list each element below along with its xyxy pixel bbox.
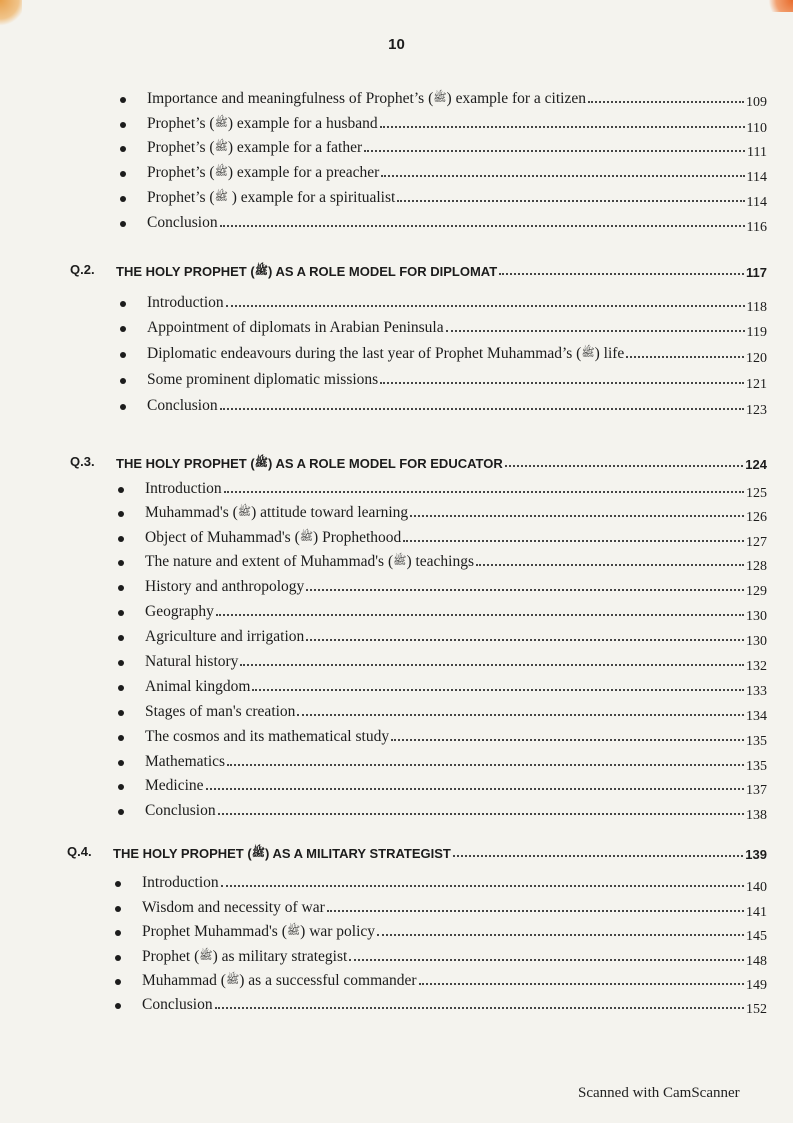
dot-leader	[227, 764, 744, 766]
entry-text-start: Object of Muhammad's (	[145, 529, 300, 546]
entry-page-number: 111	[747, 145, 767, 160]
toc-entry[interactable]	[142, 992, 767, 1017]
entry-text-end: ) example for a husband	[227, 115, 378, 132]
entry-page-number: 129	[746, 584, 767, 599]
bullet-dot	[120, 301, 126, 307]
section-heading-text	[116, 264, 497, 280]
toc-entry-text	[145, 628, 304, 646]
toc-entry-text	[142, 899, 325, 917]
entry-page-number: 114	[746, 170, 767, 185]
entry-page-number: 121	[746, 377, 767, 392]
entry-page-number: 132	[746, 659, 767, 674]
heading-text-end: ) AS A ROLE MODEL FOR DIPLOMAT	[268, 264, 498, 279]
bullet-dot	[115, 979, 121, 985]
heading-text-end: ) AS A MILITARY STRATEGIST	[265, 846, 451, 861]
toc-entry-text	[147, 90, 586, 108]
toc-entry[interactable]	[142, 919, 767, 944]
dot-leader	[327, 910, 744, 912]
dot-leader	[349, 959, 744, 961]
honorific-glyph: ﷺ	[393, 555, 407, 567]
bullet-dot	[120, 122, 126, 128]
section-heading[interactable]	[116, 258, 767, 280]
toc-entry-text	[147, 214, 218, 232]
toc-entry-text	[147, 345, 624, 363]
bullet-dot	[118, 635, 124, 641]
dot-leader	[297, 714, 744, 716]
entry-page-number: 140	[746, 880, 767, 895]
entry-page-number: 109	[746, 95, 767, 110]
entry-text-start: Wisdom and necessity of war	[142, 899, 325, 916]
dot-leader	[377, 934, 744, 936]
toc-entry-text	[142, 874, 219, 892]
entry-text-end: ) example for a citizen	[446, 90, 586, 107]
dot-leader	[381, 175, 744, 177]
bullet-dot	[118, 487, 124, 493]
bullet-dot	[118, 536, 124, 542]
toc-entry[interactable]	[145, 649, 767, 674]
dot-leader	[499, 273, 744, 275]
toc-entry-text	[142, 996, 213, 1014]
toc-entry-text	[145, 553, 474, 571]
dot-leader	[476, 564, 744, 566]
toc-entry-text	[147, 294, 224, 312]
entry-page-number: 135	[746, 734, 767, 749]
bullet-dot	[118, 610, 124, 616]
entry-text-start: Importance and meaningfulness of Prophet’s (	[147, 90, 434, 107]
toc-entry-text	[145, 728, 389, 746]
entry-page-number: 141	[746, 905, 767, 920]
toc-entry-text	[145, 603, 214, 621]
toc-entry-text	[147, 371, 378, 389]
entry-text-start: Stages of man's creation	[145, 703, 296, 720]
entry-text-end: ) example for a father	[227, 139, 363, 156]
bullet-dot	[120, 146, 126, 152]
entry-text-start: Muhammad's (	[145, 504, 238, 521]
entry-page-number: 116	[746, 220, 767, 235]
toc-entry-text	[145, 529, 401, 547]
honorific-glyph: ﷺ	[254, 265, 268, 277]
bullet-dot	[115, 881, 121, 887]
toc-entry-text	[142, 923, 375, 941]
toc-entry[interactable]	[145, 674, 767, 699]
entry-page-number: 145	[746, 929, 767, 944]
entry-text-start: History and anthropology	[145, 578, 305, 595]
honorific-glyph: ﷺ	[433, 92, 447, 104]
toc-entry[interactable]	[147, 210, 767, 235]
entry-page-number: 126	[746, 510, 767, 525]
honorific-glyph: ﷺ	[286, 925, 301, 937]
honorific-glyph: ﷺ	[225, 974, 240, 986]
bullet-dot	[118, 784, 124, 790]
toc-entry[interactable]	[142, 944, 767, 969]
honorific-glyph: ﷺ	[199, 950, 213, 962]
bullet-dot	[118, 685, 124, 691]
bullet-dot	[115, 906, 121, 912]
bullet-dot	[120, 196, 126, 202]
toc-entry[interactable]	[145, 599, 767, 624]
entry-text-start: Prophet (	[142, 948, 200, 965]
toc-entry-text	[147, 139, 362, 157]
section-page-number: 124	[745, 457, 767, 472]
heading-text-start: THE HOLY PROPHET (	[116, 264, 255, 279]
entry-text-start: The nature and extent of Muhammad's (	[145, 553, 394, 570]
dot-leader	[505, 465, 744, 467]
dot-leader	[218, 813, 744, 815]
question-number: Q.4.	[67, 844, 92, 859]
entry-text-end: ) attitude toward learning	[251, 504, 409, 521]
section-heading[interactable]	[113, 840, 767, 862]
dot-leader	[380, 382, 744, 384]
entry-text-start: Introduction	[142, 874, 219, 891]
honorific-glyph: ﷺ	[251, 847, 265, 859]
toc-entry[interactable]	[147, 341, 767, 366]
entry-page-number: 130	[746, 609, 767, 624]
dot-leader	[588, 101, 744, 103]
page-number: 10	[388, 36, 405, 53]
dot-leader	[206, 788, 744, 790]
entry-text-end: ) example for a spiritualist	[227, 189, 396, 206]
heading-text-start: THE HOLY PROPHET (	[116, 456, 255, 471]
toc-entry[interactable]	[147, 86, 767, 108]
section-heading-text	[113, 846, 451, 862]
section-heading-text	[116, 456, 503, 472]
bullet-dot	[115, 1003, 121, 1009]
dot-leader	[306, 639, 744, 641]
toc-entry-text	[145, 678, 250, 696]
entry-text-end: ) life	[594, 345, 625, 362]
toc-entry-text	[145, 504, 408, 522]
entry-page-number: 135	[746, 759, 767, 774]
dot-leader	[453, 855, 743, 857]
entry-text-start: Appointment of diplomats in Arabian Peninsula	[147, 319, 444, 336]
entry-page-number: 137	[746, 783, 767, 798]
toc-entry[interactable]	[145, 749, 767, 774]
dot-leader	[252, 689, 744, 691]
toc-entry[interactable]	[147, 160, 767, 185]
entry-page-number: 134	[746, 709, 767, 724]
entry-text-start: Prophet Muhammad's (	[142, 923, 287, 940]
entry-text-start: Prophet’s (	[147, 164, 215, 181]
question-number: Q.2.	[70, 262, 95, 277]
toc-entry-text	[147, 115, 378, 133]
entry-page-number: 133	[746, 684, 767, 699]
bullet-dot	[118, 809, 124, 815]
dot-leader	[397, 200, 744, 202]
heading-text-end: ) AS A ROLE MODEL FOR EDUCATOR	[268, 456, 503, 471]
bullet-dot	[120, 221, 126, 227]
toc-entry-text	[147, 189, 395, 207]
entry-text-start: Conclusion	[147, 397, 218, 414]
toc-entry[interactable]	[145, 525, 767, 550]
toc-entry-text	[142, 972, 417, 990]
dot-leader	[446, 330, 745, 332]
bullet-dot	[118, 560, 124, 566]
entry-text-end: ) war policy	[300, 923, 376, 940]
entry-text-start: Mathematics	[145, 753, 226, 770]
bullet-dot	[118, 710, 124, 716]
heading-text-start: THE HOLY PROPHET (	[113, 846, 252, 861]
entry-page-number: 118	[746, 300, 767, 315]
toc-entry[interactable]	[147, 393, 767, 418]
honorific-glyph: ﷺ	[214, 117, 228, 129]
toc-entry[interactable]	[147, 290, 767, 315]
bullet-dot	[118, 585, 124, 591]
honorific-glyph: ﷺ	[299, 531, 314, 543]
dot-leader	[216, 614, 744, 616]
entry-page-number: 125	[746, 486, 767, 501]
dot-leader	[391, 739, 744, 741]
question-number: Q.3.	[70, 454, 95, 469]
bullet-dot	[120, 171, 126, 177]
toc-entry-text	[145, 480, 222, 498]
entry-text-end: ) Prophethood	[313, 529, 402, 546]
toc-entry-text	[145, 777, 204, 795]
dot-leader	[221, 885, 744, 887]
entry-text-start: Natural history	[145, 653, 239, 670]
entry-text-start: Agriculture and irrigation	[145, 628, 305, 645]
toc-entry[interactable]	[145, 624, 767, 649]
toc-entry[interactable]	[145, 724, 767, 749]
bullet-dot	[115, 955, 121, 961]
toc-entry[interactable]	[145, 699, 767, 724]
dot-leader	[224, 491, 744, 493]
dot-leader	[220, 408, 744, 410]
toc-entry-text	[145, 653, 238, 671]
entry-page-number: 138	[746, 808, 767, 823]
honorific-glyph: ﷺ	[581, 347, 595, 359]
entry-page-number: 127	[746, 535, 767, 550]
entry-text-start: Medicine	[145, 777, 204, 794]
scanner-watermark: Scanned with CamScanner	[578, 1085, 740, 1101]
entry-text-start: Animal kingdom	[145, 678, 251, 695]
toc-entry[interactable]	[145, 476, 767, 501]
toc-entry-text	[147, 397, 218, 415]
toc-entry-text	[147, 319, 444, 337]
section-page-number: 117	[746, 265, 767, 280]
toc-entry[interactable]	[147, 135, 767, 160]
toc-entry-text	[145, 753, 225, 771]
entry-text-end: ) teachings	[406, 553, 475, 570]
entry-text-start: Conclusion	[145, 802, 216, 819]
dot-leader	[403, 540, 744, 542]
honorific-glyph: ﷺ	[237, 506, 252, 518]
entry-text-start: Diplomatic endeavours during the last year of Prophet Muhammad’s (	[147, 345, 582, 362]
entry-page-number: 119	[746, 325, 767, 340]
entry-text-start: Prophet’s (	[147, 115, 215, 132]
entry-text-start: Introduction	[147, 294, 224, 311]
honorific-glyph: ﷺ	[254, 457, 268, 469]
bullet-dot	[118, 760, 124, 766]
bullet-dot	[118, 660, 124, 666]
entry-text-start: Conclusion	[147, 214, 218, 231]
entry-text-start: Muhammad (	[142, 972, 226, 989]
toc-entry-text	[145, 802, 216, 820]
entry-text-start: Conclusion	[142, 996, 213, 1013]
dot-leader	[410, 515, 744, 517]
entry-text-start: Some prominent diplomatic missions	[147, 371, 379, 388]
toc-entry[interactable]	[145, 798, 767, 823]
dot-leader	[364, 150, 745, 152]
entry-page-number: 110	[746, 121, 767, 136]
toc-entry[interactable]	[147, 315, 767, 340]
page-edge-stain-left	[0, 0, 22, 26]
bullet-dot	[120, 352, 126, 358]
entry-page-number: 152	[746, 1002, 767, 1017]
entry-text-start: Introduction	[145, 480, 222, 497]
toc-entry[interactable]	[147, 367, 767, 392]
bullet-dot	[120, 378, 126, 384]
toc-entry[interactable]	[147, 111, 767, 136]
dot-leader	[419, 983, 744, 985]
honorific-glyph: ﷺ	[214, 166, 228, 178]
toc-entry[interactable]	[142, 968, 767, 993]
dot-leader	[380, 126, 745, 128]
toc-entry[interactable]	[142, 870, 767, 895]
entry-page-number: 128	[746, 559, 767, 574]
toc-entry[interactable]	[145, 773, 767, 798]
bullet-dot	[118, 511, 124, 517]
toc-entry-text	[147, 164, 379, 182]
dot-leader	[226, 305, 745, 307]
entry-page-number: 120	[746, 351, 767, 366]
honorific-glyph: ﷺ	[214, 191, 228, 203]
entry-text-start: Prophet’s (	[147, 189, 215, 206]
dot-leader	[626, 356, 744, 358]
toc-entry[interactable]	[142, 895, 767, 920]
dot-leader	[240, 664, 744, 666]
toc-entry[interactable]	[147, 185, 767, 210]
entry-page-number: 149	[746, 978, 767, 993]
toc-entry[interactable]	[145, 549, 767, 574]
entry-text-end: ) example for a preacher	[227, 164, 380, 181]
toc-entry-text	[142, 948, 347, 966]
honorific-glyph: ﷺ	[214, 141, 228, 153]
toc-entry-text	[145, 703, 295, 721]
bullet-dot	[120, 97, 126, 103]
bullet-dot	[115, 930, 121, 936]
entry-text-start: Geography	[145, 603, 214, 620]
entry-text-start: Prophet’s (	[147, 139, 215, 156]
bullet-dot	[120, 404, 126, 410]
entry-text-end: ) as military strategist	[212, 948, 348, 965]
entry-text-start: The cosmos and its mathematical study	[145, 728, 390, 745]
entry-page-number: 123	[746, 403, 767, 418]
bullet-dot	[118, 735, 124, 741]
toc-entry-text	[145, 578, 304, 596]
entry-page-number: 148	[746, 954, 767, 969]
dot-leader	[220, 225, 745, 227]
dot-leader	[306, 589, 744, 591]
section-heading[interactable]	[116, 450, 767, 472]
entry-text-end: ) as a successful commander	[239, 972, 417, 989]
dot-leader	[215, 1007, 744, 1009]
toc-entry[interactable]	[145, 574, 767, 599]
bullet-dot	[120, 326, 126, 332]
page-edge-stain-right	[765, 0, 793, 12]
entry-page-number: 130	[746, 634, 767, 649]
section-page-number: 139	[745, 847, 767, 862]
toc-entry[interactable]	[145, 500, 767, 525]
entry-page-number: 114	[746, 195, 767, 210]
